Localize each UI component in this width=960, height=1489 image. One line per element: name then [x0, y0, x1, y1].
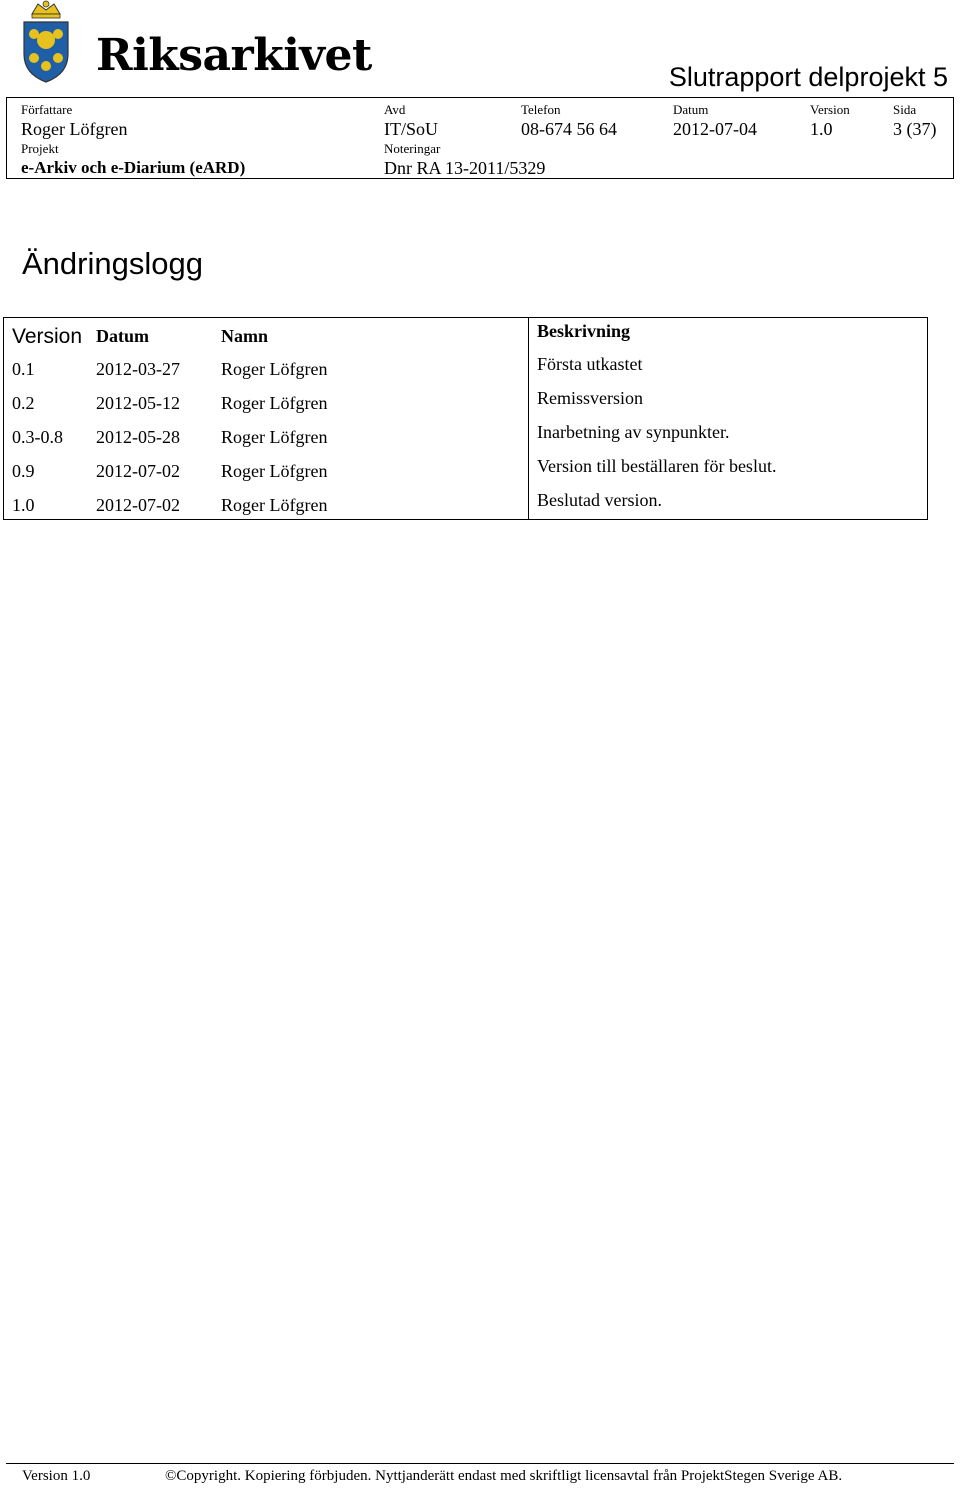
row-description: Beslutad version.: [537, 490, 662, 510]
author-label: Författare: [21, 102, 73, 117]
row-name: Roger Löfgren: [221, 495, 328, 515]
document-title: Slutrapport delprojekt 5: [668, 62, 948, 92]
page-label: Sida: [893, 102, 917, 117]
column-header-version: Version: [12, 325, 83, 348]
department-label: Avd: [384, 102, 406, 117]
table-row: [4, 351, 927, 385]
date-value: 2012-07-04: [673, 119, 757, 139]
document-header-box: [6, 97, 954, 179]
table-row: [4, 487, 927, 521]
column-header-date: Datum: [96, 326, 149, 346]
table-row: [4, 385, 927, 419]
section-heading: Ändringslogg: [22, 246, 203, 281]
page-value: 3 (37): [893, 119, 937, 139]
footer-version: Version 1.0: [22, 1468, 91, 1484]
row-date: 2012-05-12: [96, 393, 180, 413]
row-name: Roger Löfgren: [221, 359, 328, 379]
row-version: 0.1: [12, 359, 35, 379]
row-name: Roger Löfgren: [221, 427, 328, 447]
row-description: Inarbetning av synpunkter.: [537, 422, 730, 442]
footer-divider: [6, 1463, 954, 1464]
phone-value: 08-674 56 64: [521, 119, 617, 139]
table-row: [4, 453, 927, 487]
department-value: IT/SoU: [384, 119, 438, 139]
notes-value: Dnr RA 13-2011/5329: [384, 158, 546, 178]
riksarkivet-logo: [18, 0, 372, 84]
row-version: 1.0: [12, 495, 35, 515]
row-date: 2012-07-02: [96, 461, 180, 481]
column-header-description: Beskrivning: [537, 321, 631, 341]
notes-label: Noteringar: [384, 141, 441, 156]
row-description: Remissversion: [537, 388, 643, 408]
row-version: 0.2: [12, 393, 35, 413]
row-version: 0.3-0.8: [12, 427, 63, 447]
row-date: 2012-03-27: [96, 359, 180, 379]
column-header-name: Namn: [221, 326, 269, 346]
table-row: [4, 419, 927, 453]
row-version: 0.9: [12, 461, 35, 481]
phone-label: Telefon: [521, 102, 561, 117]
brand-name: Riksarkivet: [96, 30, 372, 81]
change-log-table: [3, 317, 928, 520]
project-value: e-Arkiv och e-Diarium (eARD): [21, 158, 246, 177]
author-value: Roger Löfgren: [21, 119, 128, 139]
row-description: Första utkastet: [537, 354, 643, 374]
project-label: Projekt: [21, 141, 59, 156]
date-label: Datum: [673, 102, 709, 117]
row-description: Version till beställaren för beslut.: [537, 456, 777, 476]
version-value: 1.0: [810, 119, 833, 139]
row-name: Roger Löfgren: [221, 393, 328, 413]
version-label: Version: [810, 102, 850, 117]
footer-copyright: ©Copyright. Kopiering förbjuden. Nyttjanderätt endast med skriftligt licensavtal från ProjektStegen Sverige AB.: [165, 1468, 843, 1484]
row-date: 2012-07-02: [96, 495, 180, 515]
riksarkivet-crest-icon: [18, 0, 74, 84]
row-name: Roger Löfgren: [221, 461, 328, 481]
row-date: 2012-05-28: [96, 427, 180, 447]
